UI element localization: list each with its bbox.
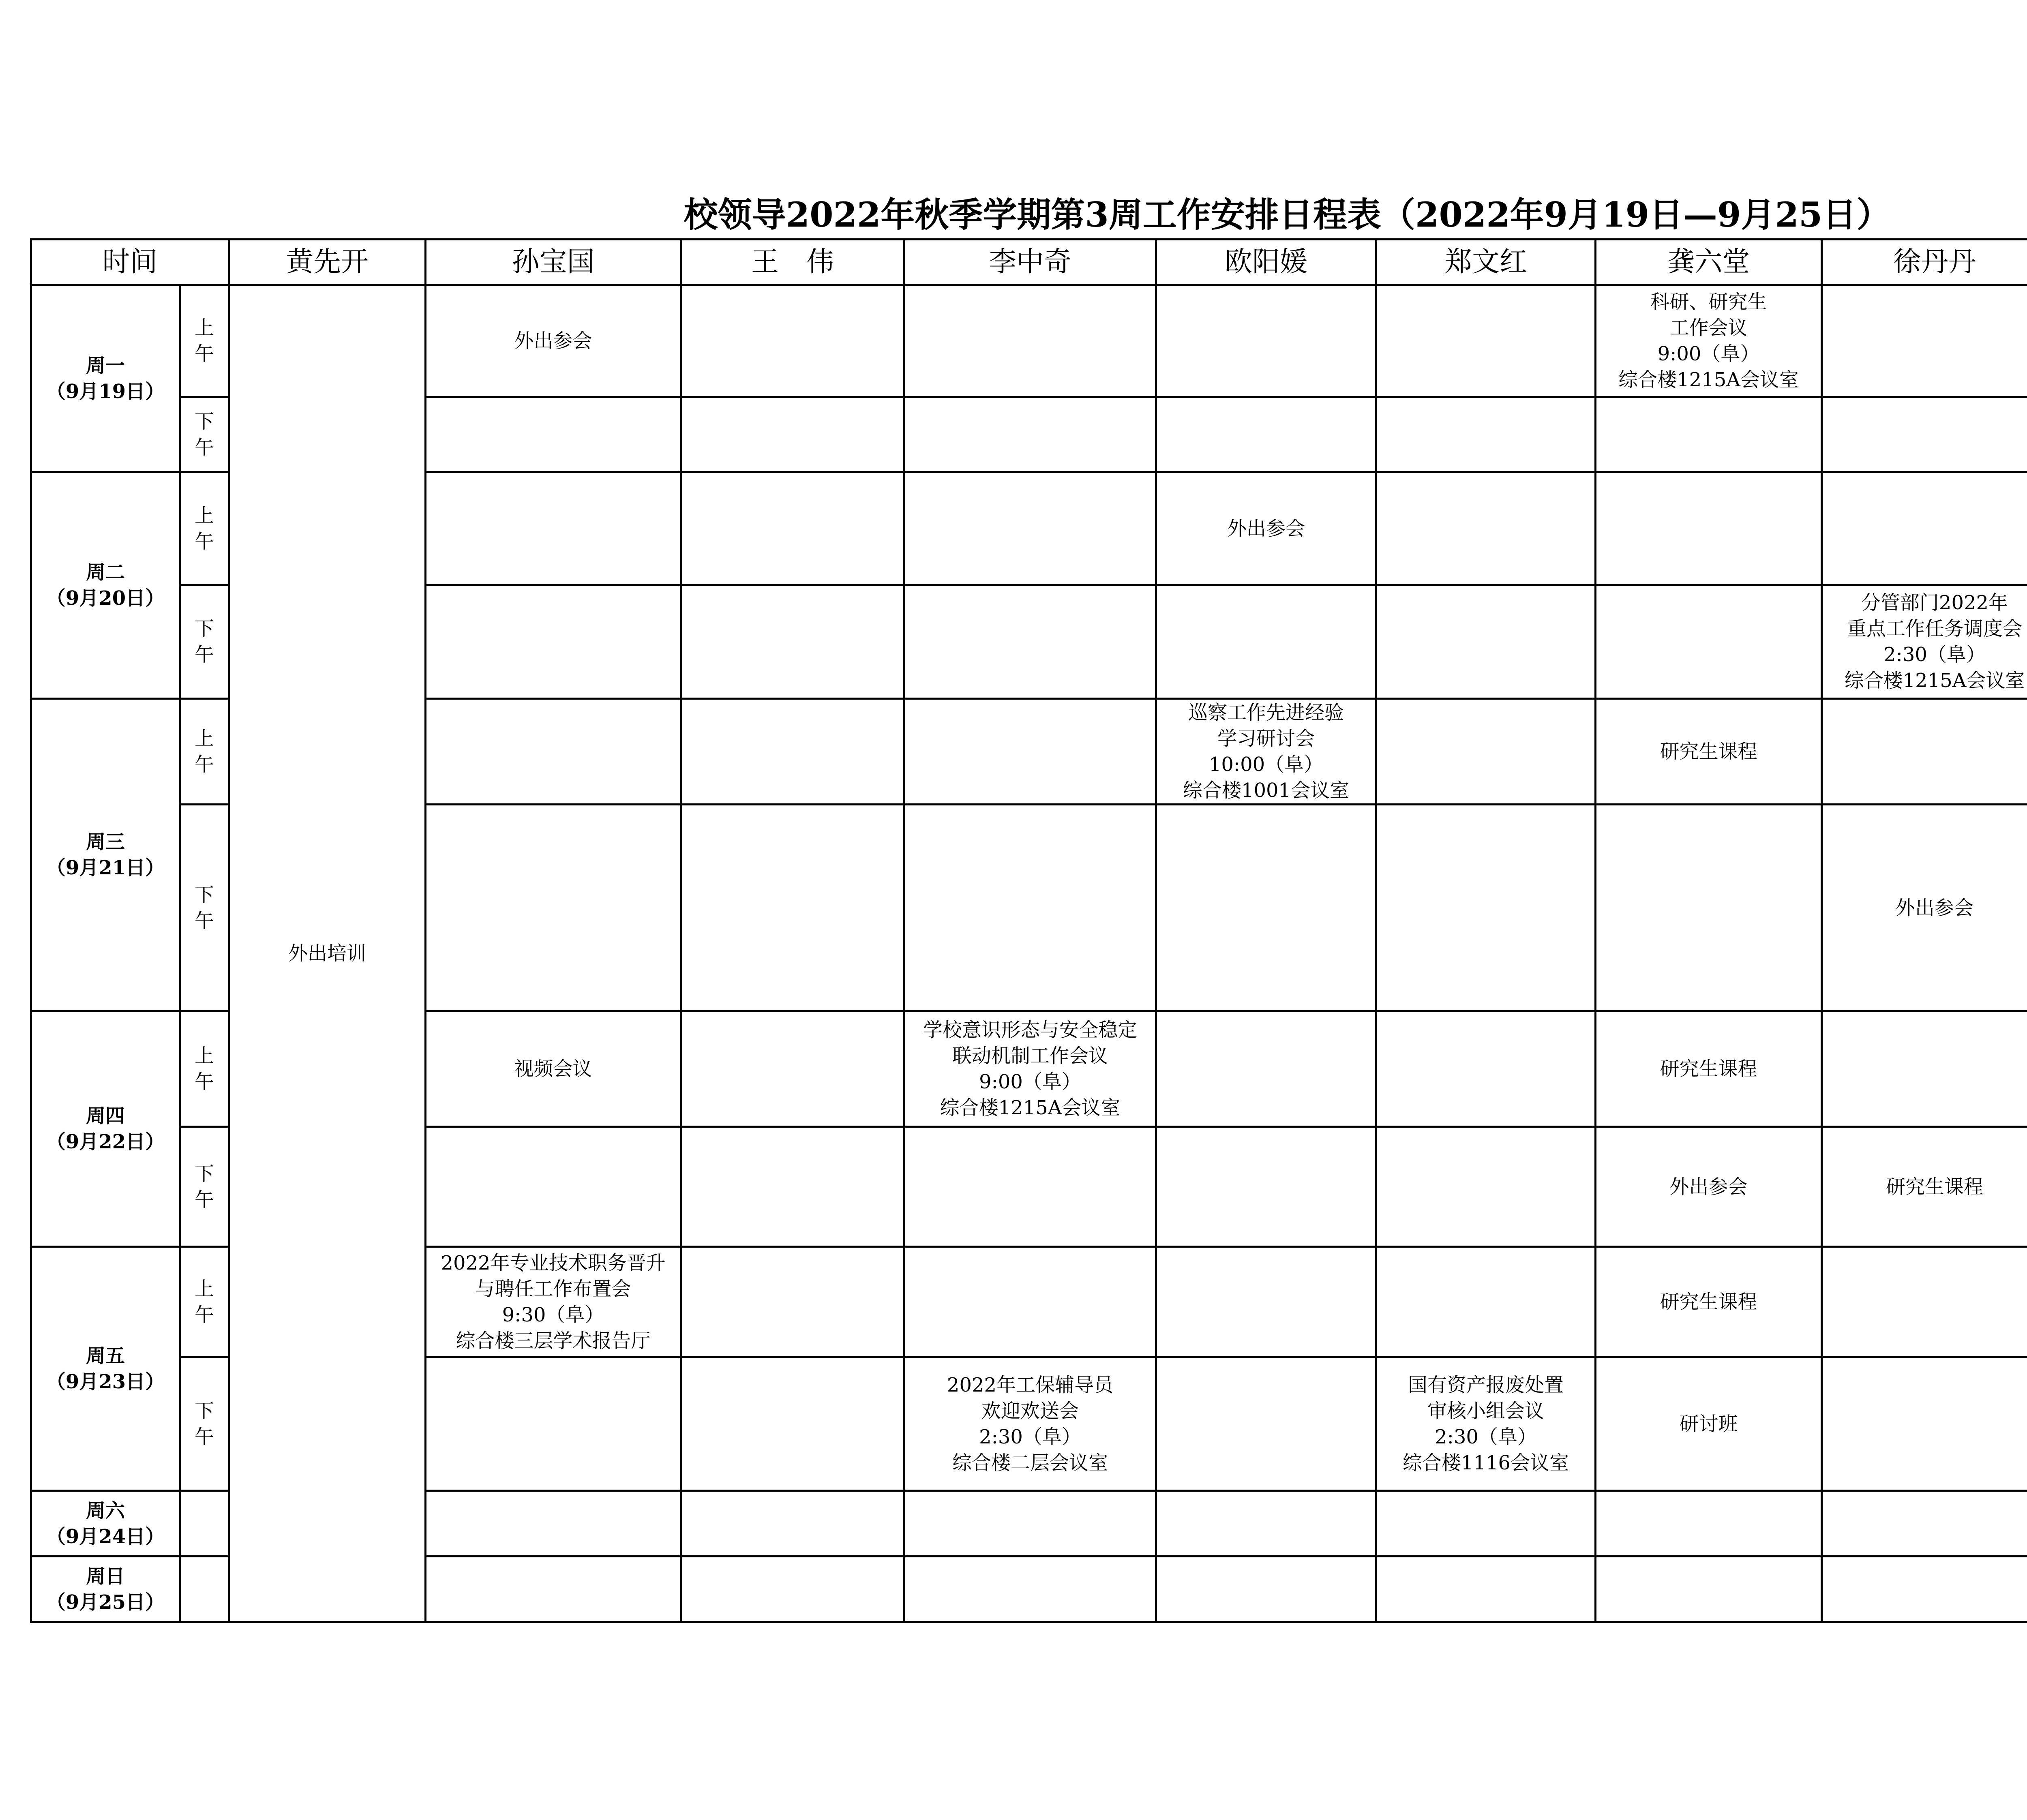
cell-empty	[1596, 1557, 1822, 1622]
cell-fri-am-gong: 研究生课程	[1596, 1247, 1822, 1357]
half-am: 上 午	[180, 1011, 229, 1127]
cell-empty	[1376, 285, 1596, 397]
half-pm: 下 午	[180, 1127, 229, 1247]
cell-wed-am-gong: 研究生课程	[1596, 699, 1822, 805]
cell-empty	[681, 1557, 904, 1622]
cell-empty	[1156, 285, 1376, 397]
page-title: 校领导2022年秋季学期第3周工作安排日程表（2022年9月19日—9月25日）	[684, 195, 1891, 235]
cell-empty	[180, 1491, 229, 1557]
cell-empty	[1156, 1357, 1376, 1491]
day-label-thu: 周四 （9月22日）	[31, 1011, 180, 1247]
cell-empty	[1156, 1127, 1376, 1247]
cell-thu-am-li: 学校意识形态与安全稳定 联动机制工作会议 9:00（阜） 综合楼1215A会议室	[904, 1011, 1156, 1127]
cell-fri-am-sun: 2022年专业技术职务晋升 与聘任工作布置会 9:30（阜） 综合楼三层学术报告厅	[426, 1247, 681, 1357]
cell-empty	[681, 397, 904, 472]
cell-empty	[681, 1247, 904, 1357]
cell-empty	[426, 1357, 681, 1491]
cell-empty	[426, 699, 681, 805]
half-pm: 下 午	[180, 1357, 229, 1491]
header-person: 王 伟	[681, 240, 904, 285]
header-person: 龚六堂	[1596, 240, 1822, 285]
cell-empty	[180, 1557, 229, 1622]
cell-wed-am-ouyang: 巡察工作先进经验 学习研讨会 10:00（阜） 综合楼1001会议室	[1156, 699, 1376, 805]
cell-empty	[681, 285, 904, 397]
cell-empty	[1156, 585, 1376, 699]
cell-empty	[1376, 472, 1596, 585]
cell-empty	[1376, 1011, 1596, 1127]
cell-empty	[904, 805, 1156, 1011]
cell-empty	[681, 805, 904, 1011]
header-person: 郑文红	[1376, 240, 1596, 285]
cell-empty	[426, 805, 681, 1011]
cell-empty	[1376, 805, 1596, 1011]
cell-empty	[1376, 1247, 1596, 1357]
cell-empty	[681, 585, 904, 699]
cell-empty	[1822, 1557, 2027, 1622]
cell-empty	[681, 472, 904, 585]
half-pm: 下 午	[180, 805, 229, 1011]
half-am: 上 午	[180, 699, 229, 805]
cell-empty	[1376, 1491, 1596, 1557]
cell-empty	[1156, 1557, 1376, 1622]
cell-empty	[1822, 1357, 2027, 1491]
half-am: 上 午	[180, 1247, 229, 1357]
header-person: 欧阳媛	[1156, 240, 1376, 285]
cell-mon-am-gong: 科研、研究生 工作会议 9:00（阜） 综合楼1215A会议室	[1596, 285, 1822, 397]
day-label-tue: 周二 （9月20日）	[31, 472, 180, 699]
cell-empty	[904, 397, 1156, 472]
cell-empty	[426, 1491, 681, 1557]
half-pm: 下 午	[180, 397, 229, 472]
day-label-sat: 周六 （9月24日）	[31, 1491, 180, 1557]
header-person: 黄先开	[229, 240, 426, 285]
day-label-fri: 周五 （9月23日）	[31, 1247, 180, 1491]
cell-empty	[426, 585, 681, 699]
cell-empty	[1596, 805, 1822, 1011]
cell-empty	[1822, 285, 2027, 397]
cell-empty	[1376, 1557, 1596, 1622]
cell-empty	[1376, 699, 1596, 805]
cell-fri-pm-gong: 研讨班	[1596, 1357, 1822, 1491]
cell-tue-am-ouyang: 外出参会	[1156, 472, 1376, 585]
cell-thu-am-gong: 研究生课程	[1596, 1011, 1822, 1127]
cell-empty	[1156, 397, 1376, 472]
cell-empty	[426, 397, 681, 472]
cell-thu-pm-gong: 外出参会	[1596, 1127, 1822, 1247]
cell-fri-pm-li: 2022年工保辅导员 欢迎欢送会 2:30（阜） 综合楼二层会议室	[904, 1357, 1156, 1491]
cell-empty	[426, 1127, 681, 1247]
cell-empty	[426, 472, 681, 585]
cell-empty	[1596, 585, 1822, 699]
half-am: 上 午	[180, 285, 229, 397]
cell-empty	[681, 1011, 904, 1127]
cell-empty	[1156, 1011, 1376, 1127]
cell-empty	[426, 1557, 681, 1622]
cell-empty	[1822, 1491, 2027, 1557]
cell-empty	[1596, 1491, 1822, 1557]
cell-empty	[1156, 805, 1376, 1011]
header-time: 时间	[31, 240, 229, 285]
cell-tue-pm-xu: 分管部门2022年 重点工作任务调度会 2:30（阜） 综合楼1215A会议室	[1822, 585, 2027, 699]
header-person: 孙宝国	[426, 240, 681, 285]
cell-empty	[1822, 472, 2027, 585]
day-label-mon: 周一 （9月19日）	[31, 285, 180, 472]
cell-empty	[904, 285, 1156, 397]
cell-thu-pm-xu: 研究生课程	[1822, 1127, 2027, 1247]
cell-empty	[904, 1557, 1156, 1622]
cell-empty	[1376, 585, 1596, 699]
cell-empty	[904, 1247, 1156, 1357]
cell-empty	[1596, 397, 1822, 472]
cell-empty	[904, 1127, 1156, 1247]
cell-empty	[1596, 472, 1822, 585]
cell-empty	[1156, 1247, 1376, 1357]
cell-empty	[904, 699, 1156, 805]
cell-mon-am-sun: 外出参会	[426, 285, 681, 397]
header-person: 李中奇	[904, 240, 1156, 285]
day-label-wed: 周三 （9月21日）	[31, 699, 180, 1011]
cell-empty	[904, 472, 1156, 585]
cell-fri-pm-zheng: 国有资产报废处置 审核小组会议 2:30（阜） 综合楼1116会议室	[1376, 1357, 1596, 1491]
half-pm: 下 午	[180, 585, 229, 699]
cell-empty	[904, 585, 1156, 699]
cell-empty	[1376, 1127, 1596, 1247]
day-label-sun: 周日 （9月25日）	[31, 1557, 180, 1622]
cell-empty	[904, 1491, 1156, 1557]
cell-empty	[1156, 1491, 1376, 1557]
cell-thu-am-sun: 视频会议	[426, 1011, 681, 1127]
header-row	[31, 240, 2027, 285]
cell-huang-week: 外出培训	[229, 285, 426, 1622]
cell-empty	[681, 699, 904, 805]
cell-empty	[1822, 1247, 2027, 1357]
half-am: 上 午	[180, 472, 229, 585]
cell-empty	[1822, 1011, 2027, 1127]
cell-empty	[1822, 397, 2027, 472]
table-row	[31, 285, 2027, 397]
cell-empty	[1376, 397, 1596, 472]
cell-empty	[681, 1491, 904, 1557]
schedule-table	[30, 238, 2027, 1623]
header-person: 徐丹丹	[1822, 240, 2027, 285]
cell-empty	[681, 1357, 904, 1491]
cell-empty	[681, 1127, 904, 1247]
cell-empty	[1822, 699, 2027, 805]
cell-wed-pm-xu: 外出参会	[1822, 805, 2027, 1011]
